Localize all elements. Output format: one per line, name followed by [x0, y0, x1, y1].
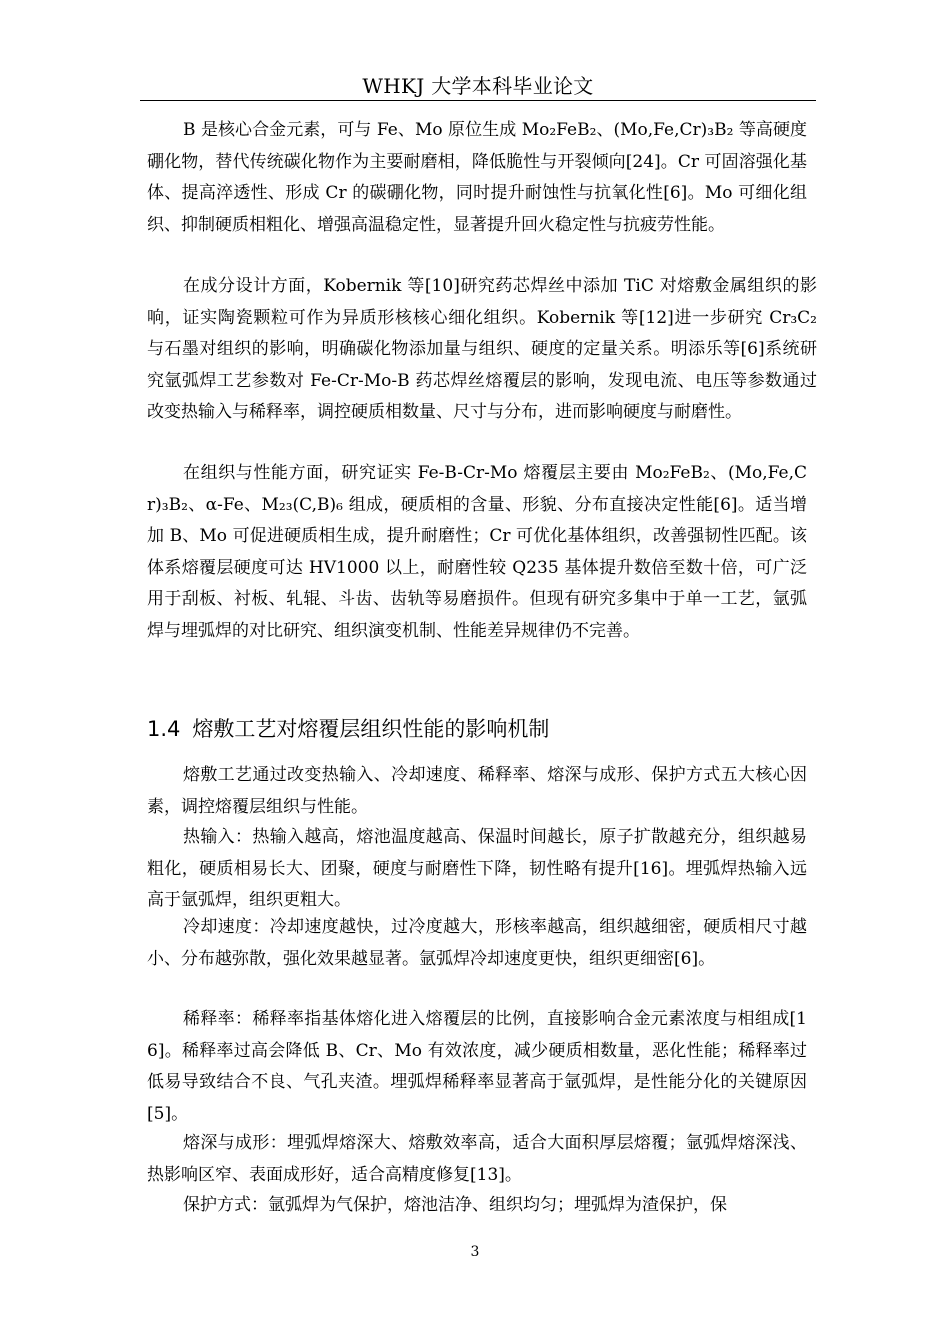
section-title: 熔敷工艺对熔覆层组织性能的影响机制 [192, 717, 550, 741]
section-heading [147, 712, 807, 746]
paragraph-process-factors: 熔敷工艺通过改变热输入、冷却速度、稀释率、熔深与成形、保护方式五大核心因素，调控熔覆层组织与性能。 [147, 765, 807, 817]
paragraph-protection-method: 保护方式：氩弧焊为气保护，熔池洁净、组织均匀；埋弧焊为渣保护，保 [183, 1195, 727, 1215]
paragraph-dilution-rate: 稀释率：稀释率指基体熔化进入熔覆层的比例，直接影响合金元素浓度与相组成[16]。稀释率过高会降低 B、Cr、Mo 有效浓度，减少硬质相数量，恶化性能；稀释率过低易导致结合不良、气孔夹渣。埋弧焊稀释率显著高于氩弧焊，是性能分化的关键原因[5]。 [147, 1009, 807, 1124]
paragraph-heat-input: 热输入：热输入越高，熔池温度越高、保温时间越长，原子扩散越充分，组织越易粗化，硬质相易长大、团聚，硬度与耐磨性下降，韧性略有提升[16]。埋弧焊热输入远高于氩弧焊，组织更粗大。 [147, 827, 807, 911]
paragraph-penetration-forming: 熔深与成形：埋弧焊熔深大、熔敷效率高，适合大面积厚层熔覆；氩弧焊熔深浅、热影响区窄、表面成形好，适合高精度修复[13]。 [147, 1133, 807, 1185]
paragraph-microstructure-performance: 在组织与性能方面，研究证实 Fe-B-Cr-Mo 熔覆层主要由 Mo₂FeB₂、(Mo,Fe,Cr)₃B₂、α-Fe、M₂₃(C,B)₆ 组成，硬质相的含量、形貌、分布直接决定性能[6]。适当增加 B、Mo 可促进硬质相生成，提升耐磨性；Cr 可优化基体组织，改善强韧性匹配。该体系熔覆层硬度可达 HV1000 以上，耐磨性较 Q235 基体提升数倍至数十倍，可广泛用于刮板、衬板、轧辊、斗齿、齿轨等易磨损件。但现有研究多集中于单一工艺，氩弧焊与埋弧焊的对比研究、组织演变机制、性能差异规律仍不完善。 [147, 463, 807, 641]
paragraph-cooling-rate: 冷却速度：冷却速度越快，过冷度越大，形核率越高，组织越细密，硬质相尺寸越小、分布越弥散，强化效果越显著。氩弧焊冷却速度更快，组织更细密[6]。 [147, 917, 807, 969]
running-header: WHKJ 大学本科毕业论文 [362, 74, 594, 98]
section-number: 1.4 [147, 717, 181, 741]
paragraph-boron-role: B 是核心合金元素，可与 Fe、Mo 原位生成 Mo₂FeB₂、(Mo,Fe,Cr)₃B₂ 等高硬度硼化物，替代传统碳化物作为主要耐磨相，降低脆性与开裂倾向[24]。Cr 可固溶强化基体、提高淬透性、形成 Cr 的碳硼化物，同时提升耐蚀性与抗氧化性[6]。Mo 可细化组织、抑制硬质相粗化、增强高温稳定性，显著提升回火稳定性与抗疲劳性能。 [147, 120, 807, 235]
paragraph-composition-design: 在成分设计方面，Kobernik 等[10]研究药芯焊丝中添加 TiC 对熔敷金属组织的影响，证实陶瓷颗粒可作为异质形核核心细化组织。Kobernik 等[12]进一步研究 Cr₃C₂ 与石墨对组织的影响，明确碳化物添加量与组织、硬度的定量关系。明添乐等[6]系统研究氩弧焊工艺参数对 Fe-Cr-Mo-B 药芯焊丝熔覆层的影响，发现电流、电压等参数通过改变热输入与稀释率，调控硬质相数量、尺寸与分布，进而影响硬度与耐磨性。 [147, 276, 817, 423]
page-number: 3 [470, 1244, 480, 1260]
header-rule [140, 100, 816, 101]
